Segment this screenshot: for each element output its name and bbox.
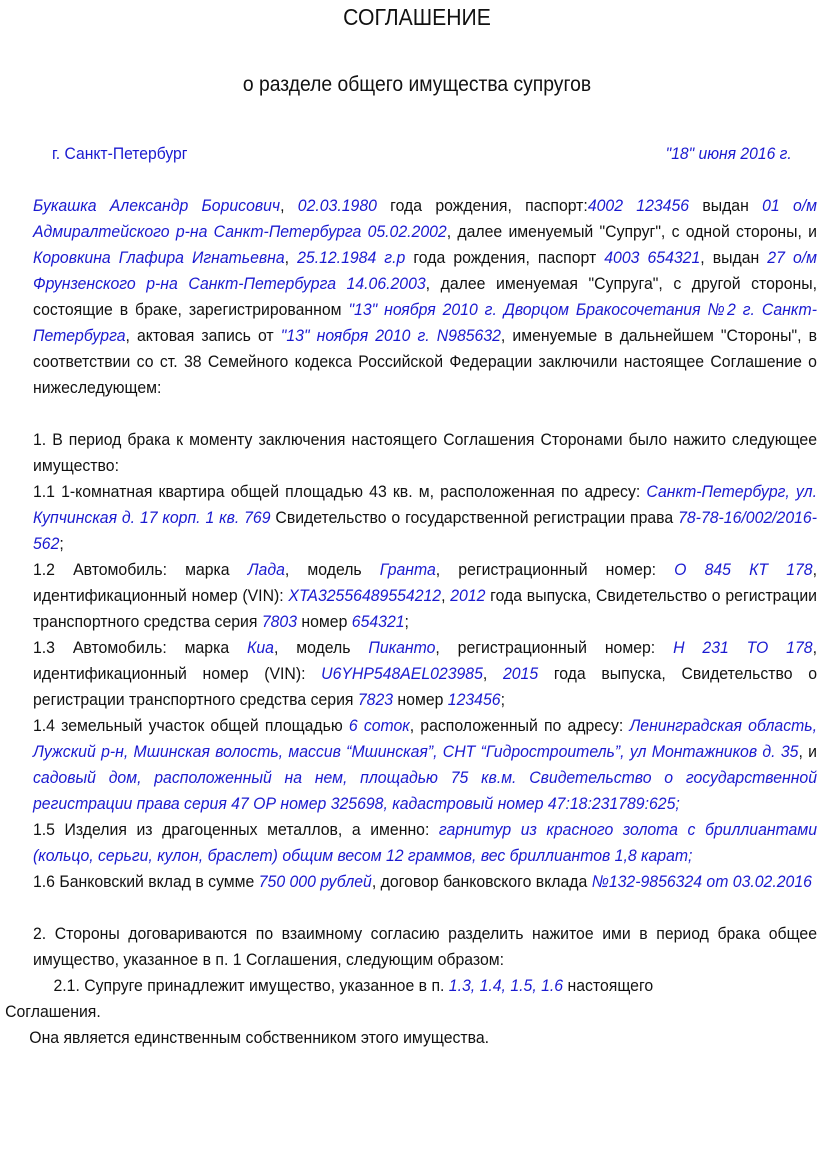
- deposit-amount: 750 000 рублей: [258, 872, 372, 891]
- text: , регистрационный номер:: [435, 560, 675, 579]
- text: 1.4 земельный участок общей площадью: [33, 716, 349, 735]
- text: ;: [500, 690, 505, 709]
- item-1-4: [33, 713, 817, 817]
- text: 1.3 Автомобиль: марка: [33, 638, 248, 657]
- car2-series: 7823: [357, 690, 394, 709]
- text: ,: [280, 196, 298, 215]
- text: 2.1. Супруге принадлежит имущество, указанное в п.: [53, 976, 449, 995]
- item-1-6: [33, 869, 817, 895]
- garden-house: садовый дом, расположенный на нем, площадью 75 кв.м. Свидетельство о государственной регистрации права серия 47 ОР номер 325698, кадастровый номер 47:18:231789:625;: [33, 768, 817, 813]
- deposit-contract: №132-9856324 от 03.02.2016: [591, 872, 812, 891]
- document-title: СОГЛАШЕНИЕ: [343, 4, 491, 30]
- jewelry-description: гарнитур из красного золота с бриллиантами (кольцо, серьги, кулон, браслет) общим весом 12 граммов, вес бриллиантов 1,8 карат;: [33, 820, 817, 865]
- husband-birth: 02.03.1980: [297, 196, 377, 215]
- owner-statement: Она является единственным собственником этого имущества.: [29, 1028, 490, 1047]
- text: , регистрационный номер:: [435, 638, 674, 657]
- text: года рождения, паспорт: [405, 248, 605, 267]
- car2-year: 2015: [502, 664, 539, 683]
- text: ,: [482, 664, 503, 683]
- marriage-registration: "13" ноября 2010 г. Дворцом Бракосочетания №2 г. Санкт-Петербурга: [33, 300, 817, 345]
- text: , далее именуемая "Супруга", с другой стороны, состоящие в браке, зарегистрированном: [33, 274, 817, 319]
- text: 1.1 1-комнатная квартира общей площадью 43 кв. м, расположенная по адресу:: [33, 482, 647, 501]
- item-1-2: [33, 557, 817, 635]
- section-1-intro: 1. В период брака к моменту заключения настоящего Соглашения Сторонами было нажито следующее имущество:: [33, 430, 817, 475]
- husband-passport: 4002 123456: [587, 196, 690, 215]
- document-body: [5, 193, 818, 1051]
- preamble-paragraph: [33, 193, 817, 401]
- text: года выпуска, Свидетельство о регистрации транспортного средства серия: [33, 664, 818, 709]
- text: 1.6 Банковский вклад в сумме: [33, 872, 259, 891]
- car2-plate: Н 231 ТО 178: [673, 638, 813, 657]
- car1-brand: Лада: [247, 560, 285, 579]
- apartment-address: Санкт-Петербург, ул. Купчинская д. 17 корп. 1 кв. 769: [33, 482, 817, 527]
- item-2-1: [33, 973, 817, 999]
- item-1-3: [33, 635, 817, 713]
- text: , выдан: [700, 248, 768, 267]
- text: ;: [404, 612, 409, 631]
- apartment-certificate: 78-78-16/002/2016-562: [33, 508, 817, 553]
- text: , модель: [284, 560, 380, 579]
- car1-model: Гранта: [379, 560, 436, 579]
- text: настоящего: [563, 976, 654, 995]
- text: , идентификационный номер (VIN):: [33, 560, 817, 605]
- document-date: "18" июня 2016 г.: [665, 145, 792, 163]
- text: ,: [441, 586, 451, 605]
- text: 1.2 Автомобиль: марка: [33, 560, 248, 579]
- car1-plate: О 845 КТ 178: [674, 560, 813, 579]
- text: ;: [59, 534, 64, 553]
- wife-name: Коровкина Глафира Игнатьевна: [33, 248, 285, 267]
- text: выдан: [689, 196, 763, 215]
- text: , именуемые в дальнейшем "Стороны", в соответствии со ст. 38 Семейного кодекса Российской Федерации заключили настоящее Соглашение о нижеследующем:: [33, 326, 817, 397]
- car2-brand: Киа: [247, 638, 274, 657]
- item-1-1: [33, 479, 817, 557]
- text: , актовая запись от: [125, 326, 281, 345]
- wife-birth: 25.12.1984 г.р: [297, 248, 406, 267]
- text: номер: [393, 690, 448, 709]
- item-1-5: [33, 817, 817, 869]
- text: года выпуска, Свидетельство о регистрации транспортного средства серия: [33, 586, 817, 631]
- text: , идентификационный номер (VIN):: [33, 638, 817, 683]
- wife-passport-issued: 27 о/м Фрунзенского р-на Санкт-Петербурга 14.06.2003: [33, 248, 817, 293]
- text: ,: [284, 248, 298, 267]
- text: Свидетельство о государственной регистрации права: [270, 508, 679, 527]
- car1-series: 7803: [261, 612, 298, 631]
- car2-model: Пиканто: [368, 638, 436, 657]
- text: 1.5 Изделия из драгоценных металлов, а именно:: [33, 820, 439, 839]
- text: , договор банковского вклада: [371, 872, 592, 891]
- document-subtitle: о разделе общего имущества супругов: [242, 73, 592, 96]
- car1-year: 2012: [450, 586, 486, 605]
- text: года рождения, паспорт:: [376, 196, 588, 215]
- husband-passport-issued: 01 о/м Адмиралтейского р-на Санкт-Петербурга 05.02.2002: [33, 196, 817, 241]
- car2-number: 123456: [447, 690, 501, 709]
- item-2-1-refs: 1.3, 1.4, 1.5, 1.6: [448, 976, 564, 995]
- husband-name: Букашка Александр Борисович: [33, 196, 281, 215]
- land-address: Ленинградская область, Лужский р-н, Мшинская волость, массив “Мшинская”, СНТ “Гидростроитель”, ул Монтажников д. 35: [33, 716, 817, 761]
- marriage-record: "13" ноября 2010 г. N985632: [280, 326, 501, 345]
- text: номер: [297, 612, 352, 631]
- car2-vin: U6YHP548AEL023985: [321, 664, 483, 683]
- item-2-1-continuation: Соглашения.: [5, 1002, 101, 1021]
- car1-vin: XTA32556489554212: [288, 586, 442, 605]
- land-area: 6 соток: [348, 716, 410, 735]
- text: , модель: [273, 638, 369, 657]
- wife-passport: 4003 654321: [604, 248, 701, 267]
- section-2-intro: 2. Стороны договариваются по взаимному согласию разделить нажитое ими в период брака общее имущество, указанное в п. 1 Соглашения, следующим образом:: [33, 924, 817, 969]
- text: , расположенный по адресу:: [409, 716, 630, 735]
- text: , и: [798, 742, 817, 761]
- car1-number: 654321: [351, 612, 405, 631]
- text: , далее именуемый "Супруг", с одной стороны, и: [446, 222, 817, 241]
- document-place: г. Санкт-Петербург: [52, 145, 188, 163]
